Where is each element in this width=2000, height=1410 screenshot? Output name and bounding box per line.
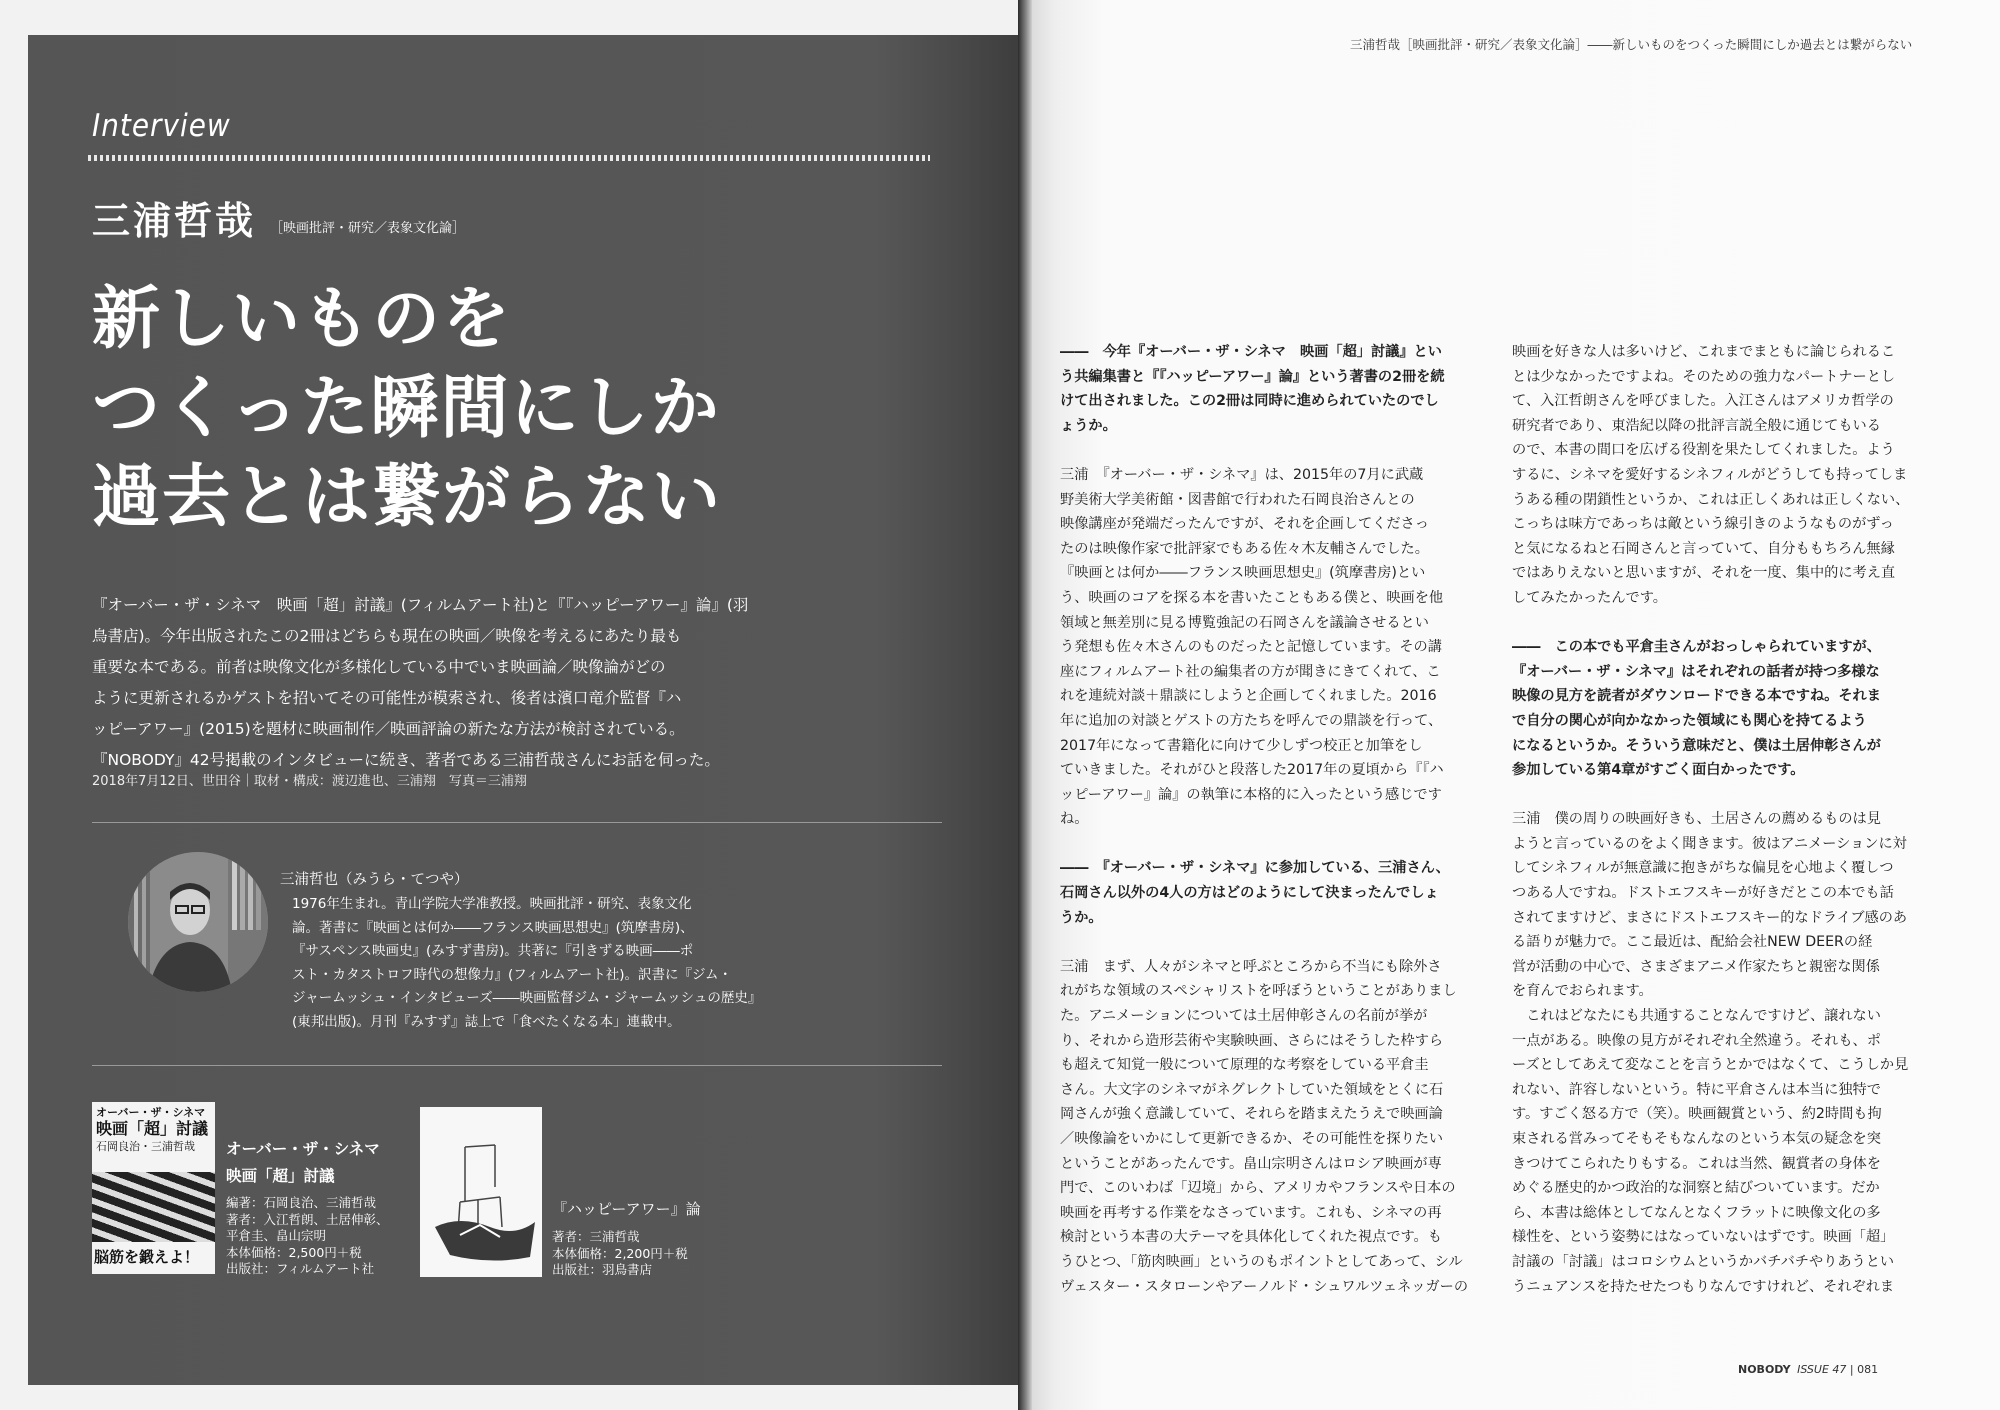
answer-line: と気になるねと石岡さんと言っていて、自分ももちろん無縁 [1512,540,1895,557]
cover-line: 映画「超」討議 [96,1119,209,1138]
answer-line: ーズとしてあえて変なことを言うとかではなくて、こうしか見 [1512,1057,1909,1074]
answer-line: 討議の「討議」はコロシウムというかバチバチやりあうとい [1512,1253,1895,1270]
book-meta-line: 本体価格：2,200円＋税 [552,1245,688,1261]
question-line: 石岡さん以外の4人の方はどのようにして決まったんでしょ [1060,885,1439,902]
question-line: うか。 [1060,909,1103,926]
profile-bio [292,893,762,1034]
answer-line: 領域と無差別に見る博覧強記の石岡さんを議論させるとい [1060,614,1429,631]
answer-line: て、入江哲朗さんを呼びました。入江さんはアメリカ哲学の [1512,393,1894,410]
bio-line: 論。著書に『映画とは何か――フランス映画思想史』(筑摩書房)、 [292,919,694,936]
lead-line: 『オーバー・ザ・シネマ 映画「超」討議』(フィルムアート社)と『『ハッピーアワー』論』(羽 [92,596,749,614]
portrait-photo [128,852,268,992]
person-photo-icon [128,852,268,992]
answer-line: ので、本書の間口を広げる役割を果たしてくれました。よう [1512,442,1895,459]
answer-line: 座にフィルムアート社の編集者の方が聞きにきてくれて、こ [1060,663,1441,680]
book-meta-line: 出版社：フィルムアート社 [226,1261,375,1276]
lead-line: ように更新されるかゲストを招いてその可能性が模索され、後者は濱口竜介監督『ハ [92,689,682,707]
answer-line: 営が活動の中心で、さまざまアニメ作家たちと親密な関係 [1512,958,1880,975]
answer-line: 2017年になって書籍化に向けて少しずつ校正と加筆をし [1060,737,1423,754]
cover-line: オーバー・ザ・シネマ [96,1106,206,1119]
paragraph-gap [1060,438,1468,463]
answer-line: 一点がある。映像の見方がそれぞれ全然違う。それも、ポ [1512,1032,1881,1049]
answer-line: たのは映像作家で批評家でもある佐々木友輔さんでした。 [1060,540,1429,557]
cover-line: 脳筋を鍛えよ！ [94,1248,200,1266]
question-line: う共編集書と『『ハッピーアワー』論』という著書の2冊を続 [1060,368,1445,385]
answer-line: 年に追加の対談とゲストの方たちを呼んでの鼎談を行って、 [1060,712,1443,729]
credits: 2018年7月12日、世田谷｜取材・構成：渡辺進也、三浦翔 写真＝三浦翔 [92,774,527,789]
answer-line: ッピーアワー』論』の執筆に本格的に入ったという感じです [1060,786,1442,803]
answer-line: ね。 [1060,811,1089,828]
book-title-line: オーバー・ザ・シネマ [226,1140,380,1158]
answer-line: 『映画とは何か――フランス映画思想史』(筑摩書房)とい [1060,565,1426,582]
lead-line: ッピーアワー』(2015)を題材に映画制作／映画評論の新たな方法が検討されている。 [92,720,685,738]
answer-line: さん。大文字のシネマがネグレクトしていた領域をとくに石 [1060,1081,1444,1098]
page-number: 081 [1857,1363,1879,1376]
title-line: 過去とは繋がらない [92,458,723,537]
cover-line: 石岡良治・三浦哲哉 [96,1140,195,1153]
answer-line: ということがあったんです。畠山宗明さんはロシア映画が専 [1060,1155,1442,1172]
answer-line: してみたかったんです。 [1512,589,1667,606]
chair-illustration-icon [420,1107,542,1277]
cover-graphic [92,1172,215,1242]
book-title-line: 映画「超」討議 [226,1167,335,1185]
lead-line: 『NOBODY』42号掲載のインタビューに続き、著者である三浦哲哉さんにお話を伺った。 [92,751,720,769]
answer-line: されてますけど、まさにドストエフスキー的なドライブ感のあ [1512,909,1908,926]
book-spine [1018,0,1032,1410]
question-line: 参加している第4章がすごく面白かったです。 [1512,762,1805,779]
book2-title: 『ハッピーアワー』論 [552,1200,701,1218]
answer-line: す。すごく怒る方で（笑）。映画観賞という、約2時間も拘 [1512,1106,1882,1123]
answer-line: うひとつ、「筋肉映画」というのもポイントとしてあって、シル [1060,1253,1463,1270]
answer-line: る語りが魅力で。ここ最近は、配給会社NEW DEERの経 [1512,934,1873,951]
paragraph-gap [1512,611,1909,636]
book1-title [226,1136,380,1190]
divider [92,1065,942,1066]
question-line: になるというか。そういう意味だと、僕は土居伸彰さんが [1512,737,1881,754]
bio-line: (東邦出版)。月刊『みすず』誌上で「食べたくなる本」連載中。 [292,1013,681,1030]
article-title [92,275,892,542]
divider [92,822,942,823]
footer-issue: ISSUE 47 [1797,1363,1847,1376]
question-line: ―― この本でも平倉圭さんがおっしゃられていますが、 [1512,639,1881,656]
author-field: ［映画批評・研究／表象文化論］ [270,221,466,236]
answer-line: これはどなたにも共通することなんですけど、譲れない [1512,1008,1881,1025]
answer-line: も超えて知覚一般について原理的な考察をしている平倉圭 [1060,1057,1429,1074]
title-line: つくった瞬間にしか [92,369,721,448]
answer-line: 三浦 まず、人々がシネマと呼ぶところから不当にも除外さ [1060,958,1442,975]
author-name: 三浦哲哉 [92,199,257,243]
question-line: ―― 『オーバー・ザ・シネマ』に参加している、三浦さん、 [1060,860,1450,877]
answer-line: めぐる歴史的かつ政治的な洞察と結びついています。だか [1512,1180,1880,1197]
paragraph-gap [1060,832,1468,857]
book-meta-line: 著者：三浦哲哉 [552,1229,640,1244]
answer-line: 門で、このいわば「辺境」から、アメリカやフランスや日本の [1060,1180,1456,1197]
answer-line: 野美術大学美術館・図書館で行われた石岡良治さんとの [1060,491,1415,508]
book1-meta [226,1195,389,1278]
question-line: で自分の関心が向かなかった領域にも関心を持てるよう [1512,712,1867,729]
answer-line: するに、シネマを愛好するシネフィルがどうしても持ってしま [1512,466,1908,483]
section-label: Interview [92,108,231,144]
answer-line: 映像講座が発端だったんですが、それを企画してくださっ [1060,516,1429,533]
answer-line: う発想も佐々木さんのものだったと記憶しています。その講 [1060,639,1442,656]
book2-meta [552,1229,688,1279]
profile-name: 三浦哲也（みうら・てつや） [280,872,469,888]
answer-line: り、それから造形芸術や実験映画、さらにはそうした枠すら [1060,1032,1444,1049]
answer-line: 束される営みってそもそもなんなのという本気の疑念を突 [1512,1131,1881,1147]
bio-line: スト・カタストロフ時代の想像力』(フィルムアート社)。訳書に『ジム・ [292,966,732,983]
answer-line: 三浦 『オーバー・ザ・シネマ』は、2015年の7月に武蔵 [1060,466,1424,483]
book-meta-line: 出版社：羽鳥書店 [552,1262,653,1277]
answer-line: れを連続対談＋鼎談にしようと企画してくれました。2016 [1060,688,1437,705]
dashed-divider [88,155,930,161]
answer-line: ていきました。それがひと段落した2017年の夏頃から『『ハ [1060,762,1444,779]
lead-line: 重要な本である。前者は映像文化が多様化している中でいま映画論／映像論がどの [92,658,666,676]
text-column-2 [1512,340,1909,1299]
paragraph-gap [1060,930,1468,955]
book-cover-happy-hour [420,1107,542,1277]
question-line: 映像の見方を読者がダウンロードできる本ですね。それま [1512,688,1881,705]
lead-line: 鳥書店)。今年出版されたこの2冊はどちらも現在の映画／映像を考えるにあたり最も [92,627,682,645]
answer-line: うニュアンスを持たせたつもりなんですけれど、それぞれま [1512,1278,1895,1295]
answer-line: れない、許容しないという。特に平倉さんは本当に独特で [1512,1081,1881,1098]
answer-line: 映画を再考する作業をなさっています。これも、シネマの再 [1060,1204,1442,1221]
book-cover-over-the-cinema [92,1102,215,1274]
answer-line: きつけてこられたりもする。これは当然、観賞者の身体を [1512,1155,1881,1172]
text-column-1 [1060,340,1468,1299]
answer-line: う、映画のコアを探る本を書いたこともある僕と、映画を他 [1060,589,1444,606]
answer-line: ら、本書は総体としてなんとなくフラットに映像文化の多 [1512,1204,1881,1221]
answer-line: ようと言っているのをよく聞きます。彼はアニメーションに対 [1512,835,1907,852]
bio-line: 1976年生まれ。青山学院大学准教授。映画批評・研究、表象文化 [292,896,692,912]
book-meta-line: 著者：入江哲朗、土居伸彰、 [226,1211,389,1227]
paragraph-gap [1512,783,1909,808]
book-meta-line: 平倉圭、畠山宗明 [226,1228,327,1243]
question-line: ょうか。 [1060,417,1117,434]
page-footer: NOBODY ISSUE 47 | 081 [1738,1363,1879,1376]
book-meta-line: 編著：石岡良治、三浦哲哉 [226,1195,377,1210]
answer-line: 様性を、という姿勢にはなっていないはずです。映画「超」 [1512,1229,1895,1246]
answer-line: ヴェスター・スタローンやアーノルド・シュワルツェネッガーの [1060,1278,1469,1295]
question-line: 『オーバー・ザ・シネマ』はそれぞれの話者が持つ多様な [1512,663,1880,680]
bio-line: 『サスペンス映画史』(みすず書房)。共著に『引きずる映画――ポ [292,943,694,959]
bio-line: ジャームッシュ・インタビューズ――映画監督ジム・ジャームッシュの歴史』 [292,990,762,1006]
answer-line: た。アニメーションについては土居伸彰さんの名前が挙が [1060,1008,1428,1025]
lead-paragraph [92,590,942,776]
book-meta-line: 本体価格：2,500円＋税 [226,1244,362,1260]
answer-line: を育んでおられます。 [1512,983,1653,1000]
title-line: 新しいものを [92,280,513,359]
answer-line: とは少なかったですよね。そのための強力なパートナーとし [1512,368,1896,385]
answer-line: うある種の閉鎖性というか、これは正しくあれは正しくない、 [1512,491,1910,508]
answer-line: 三浦 僕の周りの映画好きも、土居さんの薦めるものは見 [1512,811,1881,828]
running-head: 三浦哲哉［映画批評・研究／表象文化論］――新しいものをつくった瞬間にしか過去とは繋がらない [1350,37,1913,52]
answer-line: れがちな領域のスペシャリストを呼ぼうということがありまし [1060,983,1457,1000]
answer-line: 岡さんが強く意識していて、それらを踏まえたうえで映画論 [1060,1106,1443,1123]
footer-brand: NOBODY [1738,1363,1791,1376]
answer-line: 研究者であり、東浩紀以降の批評言説全般に通じてもいる [1512,417,1881,434]
answer-line: してシネフィルが無意識に抱きがちな偏見を心地よく覆しつ [1512,860,1894,877]
question-line: ―― 今年『オーバー・ザ・シネマ 映画「超」討議』とい [1060,344,1442,360]
answer-line: 映画を好きな人は多いけど、これまでまともに論じられるこ [1512,344,1896,360]
answer-line: つある人ですね。ドストエフスキーが好きだとこの本でも話 [1512,885,1894,902]
answer-line: こっちは味方であっちは敵という線引きのようなものがずっ [1512,516,1894,533]
answer-line: ではありえないと思いますが、それを一度、集中的に考え直 [1512,565,1896,582]
answer-line: 検討という本書の大テーマを具体化してくれた視点です。も [1060,1229,1442,1246]
question-line: けて出されました。この2冊は同時に進められていたのでし [1060,393,1439,410]
answer-line: ／映像論をいかにして更新できるか、その可能性を探りたい [1060,1131,1444,1147]
